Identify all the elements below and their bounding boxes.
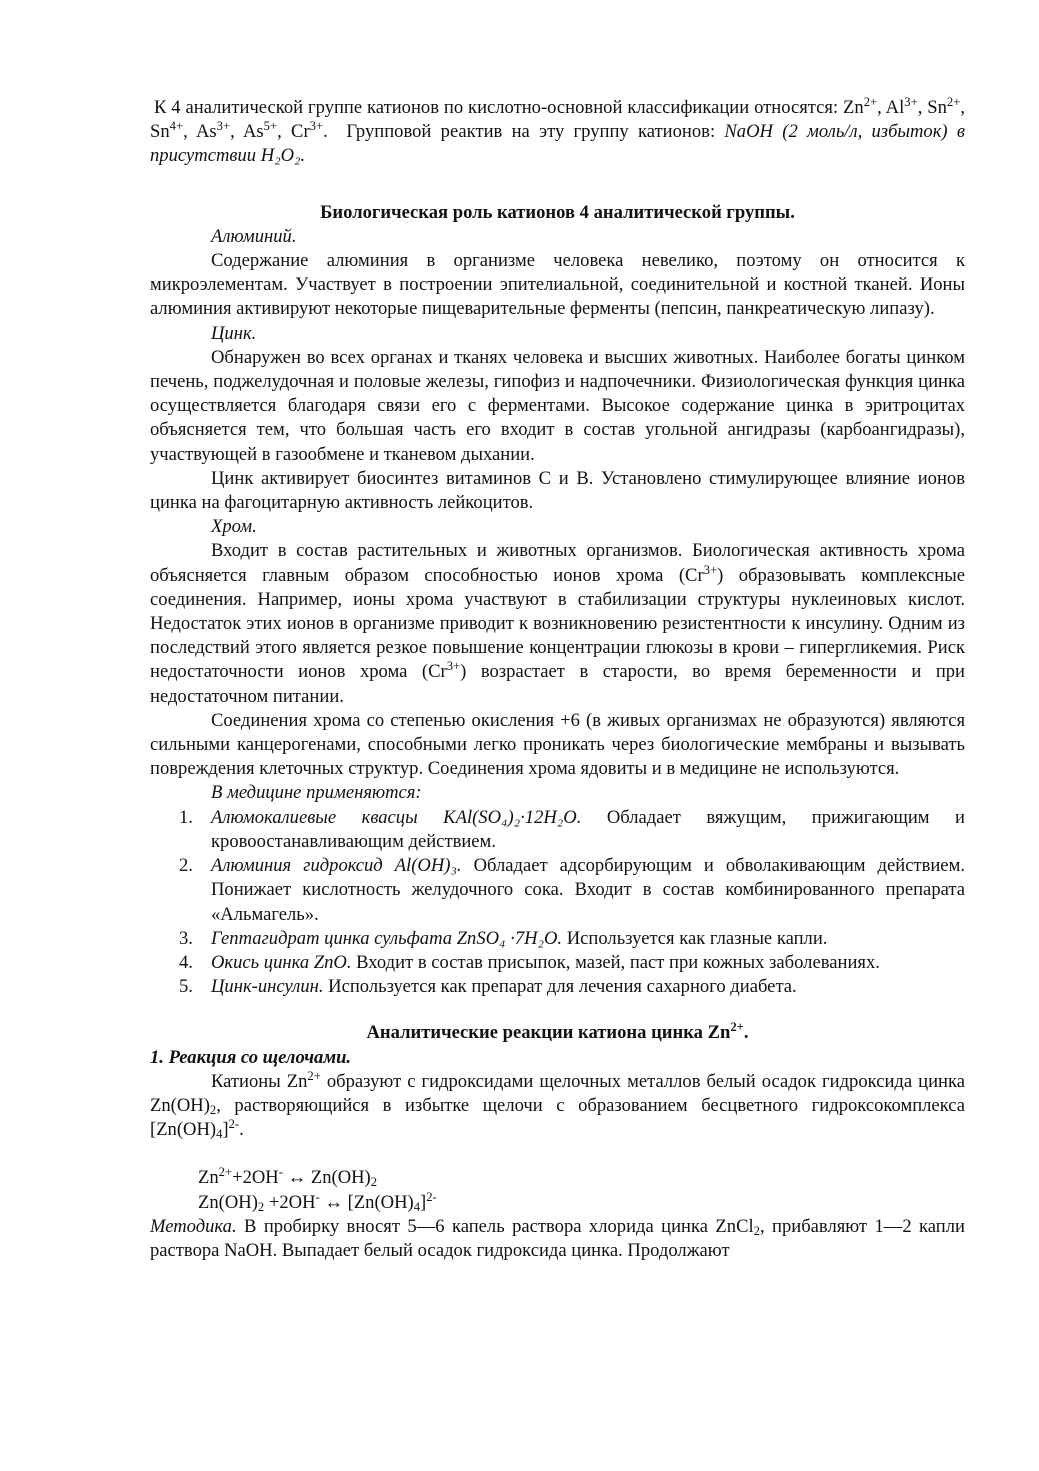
intro-lead: К 4 аналитической группе катионов по кислотно-основной классификации относятся: xyxy=(154,97,839,118)
medicine-title: В медицине применяются: xyxy=(211,782,422,804)
list-item: 3. Гептагидрат цинка сульфата ZnSO₄ ·7H₂O. Используется как глазные капли. xyxy=(179,927,828,949)
equation-1: $Zn^{2+}+2OH^-$ ↔ $Zn(OH)_2$ xyxy=(198,1165,378,1190)
zinc-reactions-heading: Аналитические реакции катиона цинка $Zn^{2+}$. xyxy=(366,1020,749,1044)
list-item: 5. Цинк-инсулин. Используется как препарат для лечения сахарного диабета. xyxy=(179,976,797,998)
group-reagent-value: NaOH (2 моль/л, избыток) в присутствии H₂O₂. xyxy=(150,121,965,167)
list-item: 4. Окись цинка ZnO. Входит в состав присыпок, мазей, паст при кожных заболеваниях. xyxy=(179,951,880,973)
intro-paragraph: К 4 аналитической группе катионов по кислотно-основной классификации относятся: $Zn^{2+}$, $Al^{3+}$, $Sn^{2+}$, $Sn^{4+}$, $As^{3+}$, $As^{5+}$, $Cr^{3+}$. Групповой реактив на эту группу катионов: NaOH (2 моль/л, избыток) в присутствии H₂O₂. xyxy=(150,95,966,167)
method-paragraph: Методика. В пробирку вносят 5—6 капель раствора хлорида цинка ZnCl$_2$, прибавляют 1—2 капли раствора NaOH. Выпадает белый осадок гидроксида цинка. Продолжают xyxy=(150,1215,965,1261)
list-item: 2. Алюминия гидроксид Al(OH)₃. Обладает адсорбирующим и обволакивающим действием. Понижает кислотность желудочного сока. Входит в состав комбинированного препарата «Альмагель». xyxy=(179,855,965,925)
bio-heading: Биологическая роль катионов 4 аналитической группы. xyxy=(320,201,795,223)
chrome-text-2: Соединения хрома со степенью окисления +6 (в живых организмах не образуются) являются сильными канцерогенами, способными легко проникать через биологические мембраны и вызывать повреждения клеточных структур. Соединения хрома ядовиты и в медицине не используются. xyxy=(150,709,965,780)
zinc-text-1: Обнаружен во всех органах и тканях человека и высших животных. Наиболее богаты цинком печень, поджелудочная и половые железы, гипофиз и надпочечники. Физиологическая функция цинка осуществляется благодаря связи его с ферментами. Высокое содержание цинка в эритроцитах объясняется тем, что большая часть его входит в состав угольной ангидразы (карбоангидразы), участвующей в газообмене и тканевом дыхании. xyxy=(150,346,965,465)
aluminium-title: Алюминий. xyxy=(211,225,297,247)
chrome-text-1: Входит в состав растительных и животных организмов. Биологическая активность хрома объясняется главным образом способностью ионов хрома $(Cr^{3+})$ образовывать комплексные соединения. Например, ионы хрома участвуют в стабилизации структуры нуклеиновых кислот. Недостаток этих ионов в организме приводит к возникновению резистентности к инсулину. Одним из последствий этого является резкое повышение концентрации глюкозы в крови – гипергликемия. Риск недостаточности ионов хрома $(Cr^{3+})$ возрастает в старости, во время беременности и при недостаточном питании. xyxy=(150,540,966,707)
aluminium-text: Содержание алюминия в организме человека невелико, поэтому он относится к микроэлементам. Участвует в построении эпителиальной, соединительной и костной тканей. Ионы алюминия активируют некоторые пищеварительные ферменты (пепсин, панкреатическую липазу). xyxy=(150,250,965,320)
zinc-text-2: Цинк активирует биосинтез витаминов С и В. Установлено стимулирующее влияние ионов цинка на фагоцитарную активность лейкоцитов. xyxy=(150,467,965,514)
group-reagent-label: Групповой реактив на эту группу катионов: xyxy=(346,121,716,143)
zinc-title: Цинк. xyxy=(211,322,257,344)
chrome-title: Хром. xyxy=(211,516,257,538)
equation-2: $Zn(OH)_2 +2OH^-$ ↔ $[Zn(OH)_4]^{2-}$ xyxy=(198,1189,437,1214)
list-item: 1. Алюмокалиевые квасцы KAl(SO₄)₂·12H₂O. Обладает вяжущим, прижигающим и кровоостанавливающим действием. xyxy=(179,806,965,852)
medicine-list xyxy=(150,806,965,1000)
reaction-1-title: 1. Реакция со щелочами. xyxy=(150,1046,352,1068)
reaction-1-text: Катионы $Zn^{2+}$ образуют с гидроксидами щелочных металлов белый осадок гидроксида цинка $Zn(OH)_2$, растворяющийся в избытке щелочи с образованием бесцветного гидроксокомплекса $[Zn(OH)_4]^{2-}$. xyxy=(150,1068,965,1142)
